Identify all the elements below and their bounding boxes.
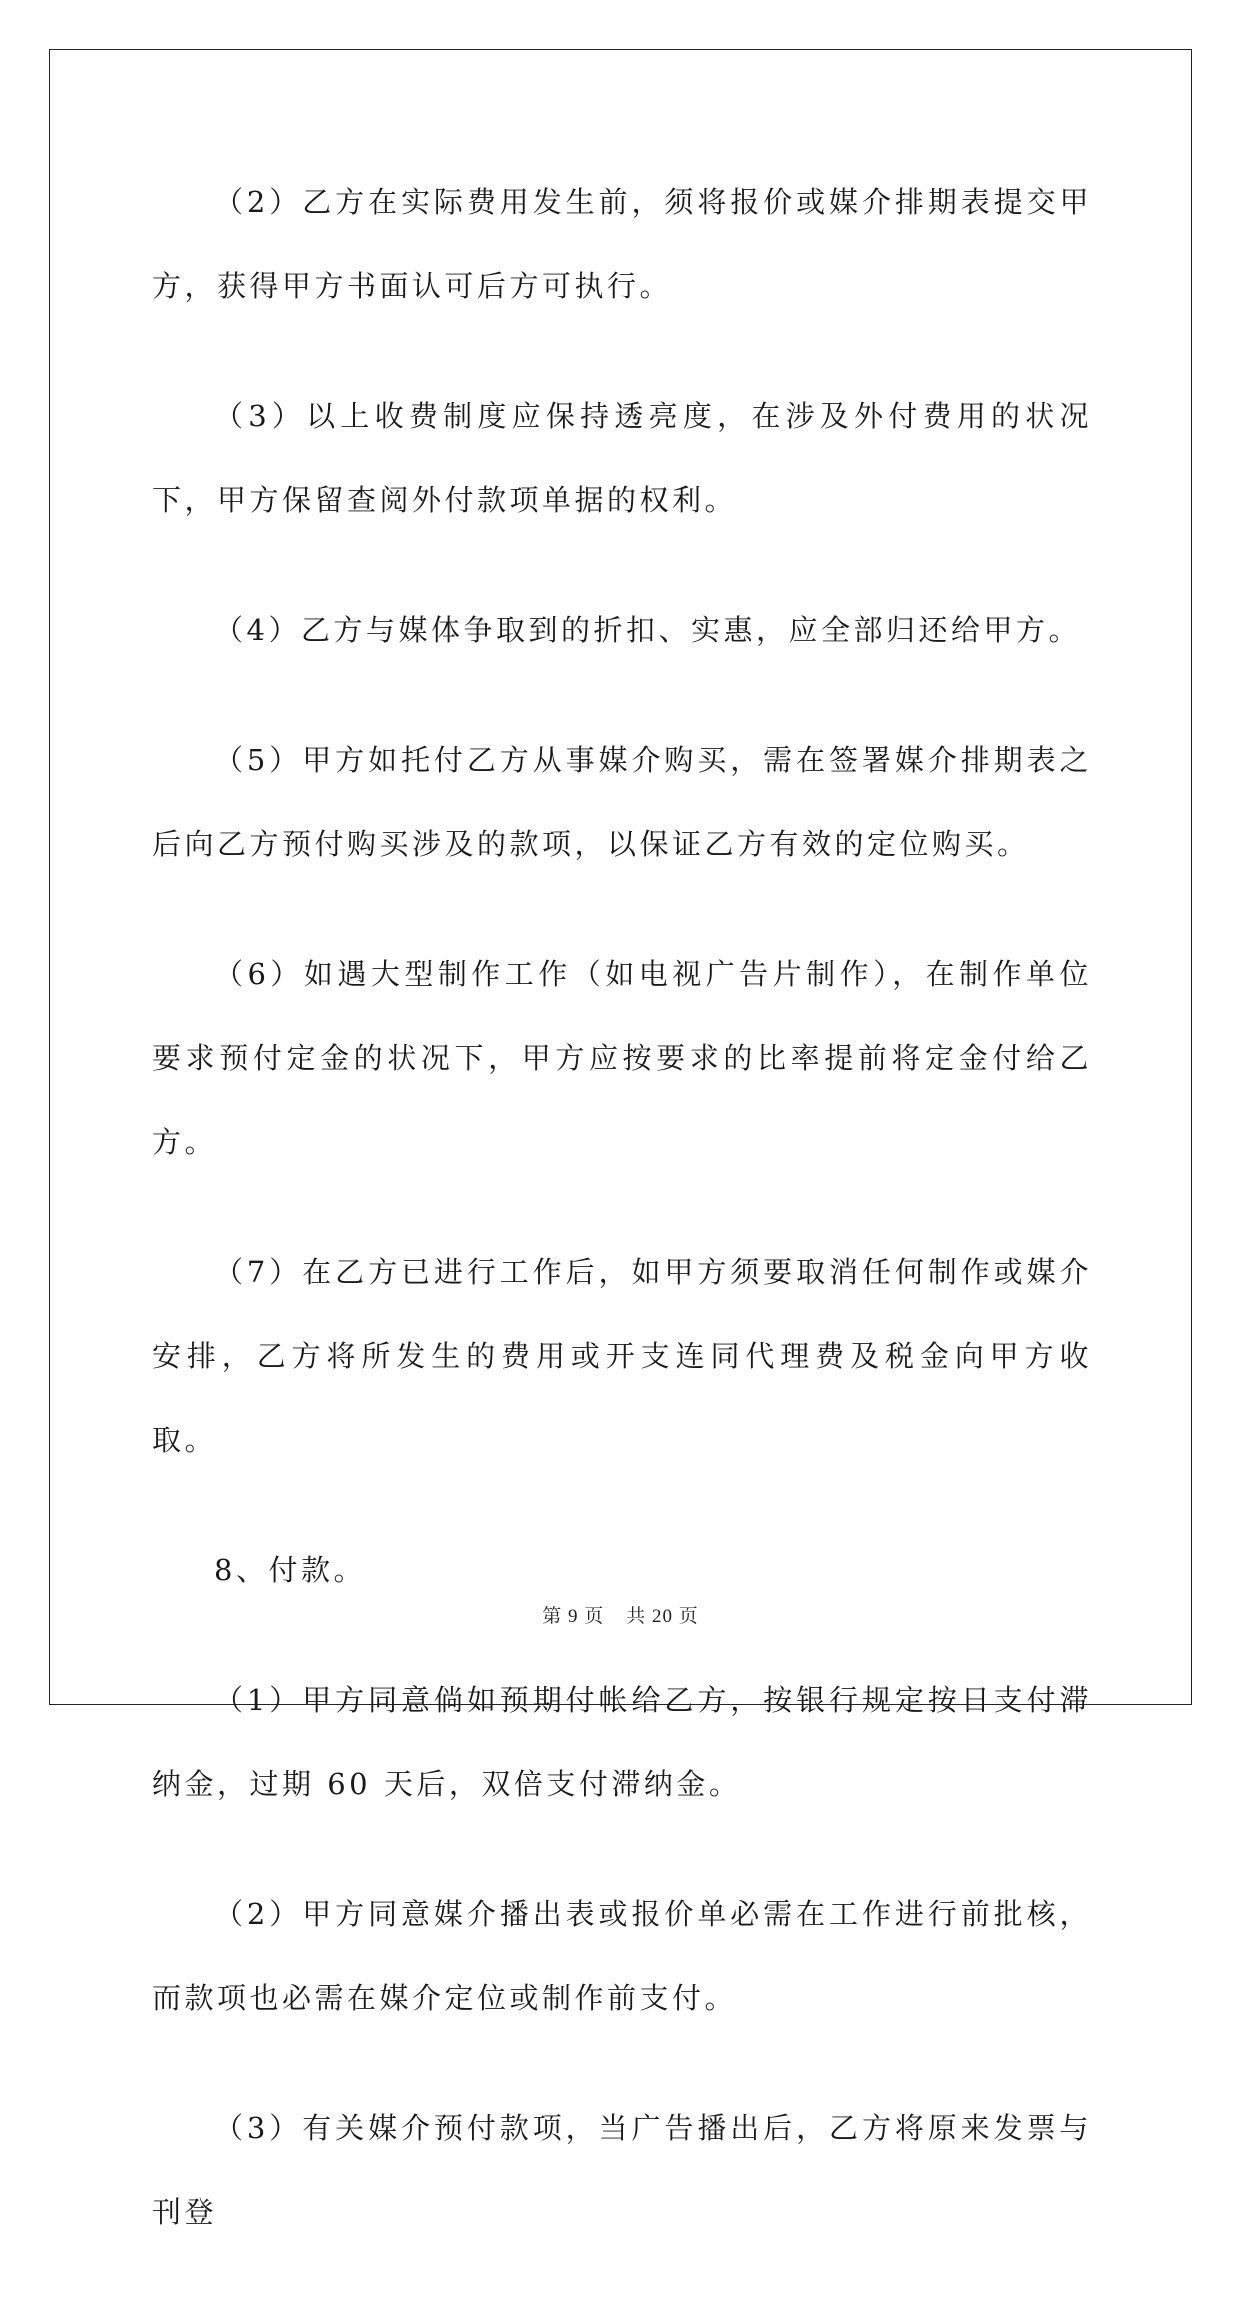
document-body [152, 160, 1092, 2300]
paragraph-item-3-fee-transparency: （3）以上收费制度应保持透亮度，在涉及外付费用的状况下，甲方保留查阅外付款项单据的权利。 [152, 399, 1092, 517]
page-total: 共 20 页 [626, 1606, 699, 1627]
paragraph-item-7-cancellation: （7）在乙方已进行工作后，如甲方须要取消任何制作或媒介安排，乙方将所发生的费用或开支连同代理费及税金向甲方收取。 [152, 1255, 1092, 1457]
section-heading-payment: 8、付款。 [214, 1553, 366, 1587]
paragraph-item-2-quote: （2）乙方在实际费用发生前，须将报价或媒介排期表提交甲方，获得甲方书面认可后方可执行。 [152, 185, 1092, 303]
page-number: 第 9 页 [542, 1606, 605, 1627]
paragraph-payment-1-late-fee: （1）甲方同意倘如预期付帐给乙方，按银行规定按日支付滞纳金，过期 60 天后，双倍支付滞纳金。 [152, 1683, 1092, 1801]
paragraph-item-5-media-purchase: （5）甲方如托付乙方从事媒介购买，需在签署媒介排期表之后向乙方预付购买涉及的款项，以保证乙方有效的定位购买。 [152, 743, 1092, 861]
paragraph-item-6-deposit: （6）如遇大型制作工作（如电视广告片制作），在制作单位要求预付定金的状况下，甲方应按要求的比率提前将定金付给乙方。 [152, 957, 1092, 1159]
paragraph-payment-2-approval: （2）甲方同意媒介播出表或报价单必需在工作进行前批核，而款项也必需在媒介定位或制作前支付。 [152, 1897, 1092, 2015]
paragraph-payment-3-prepayment: （3）有关媒介预付款项，当广告播出后，乙方将原来发票与刊登 [152, 2111, 1092, 2229]
page-footer [0, 1601, 1241, 1628]
paragraph-item-4-discounts: （4）乙方与媒体争取到的折扣、实惠，应全部归还给甲方。 [214, 613, 1081, 647]
